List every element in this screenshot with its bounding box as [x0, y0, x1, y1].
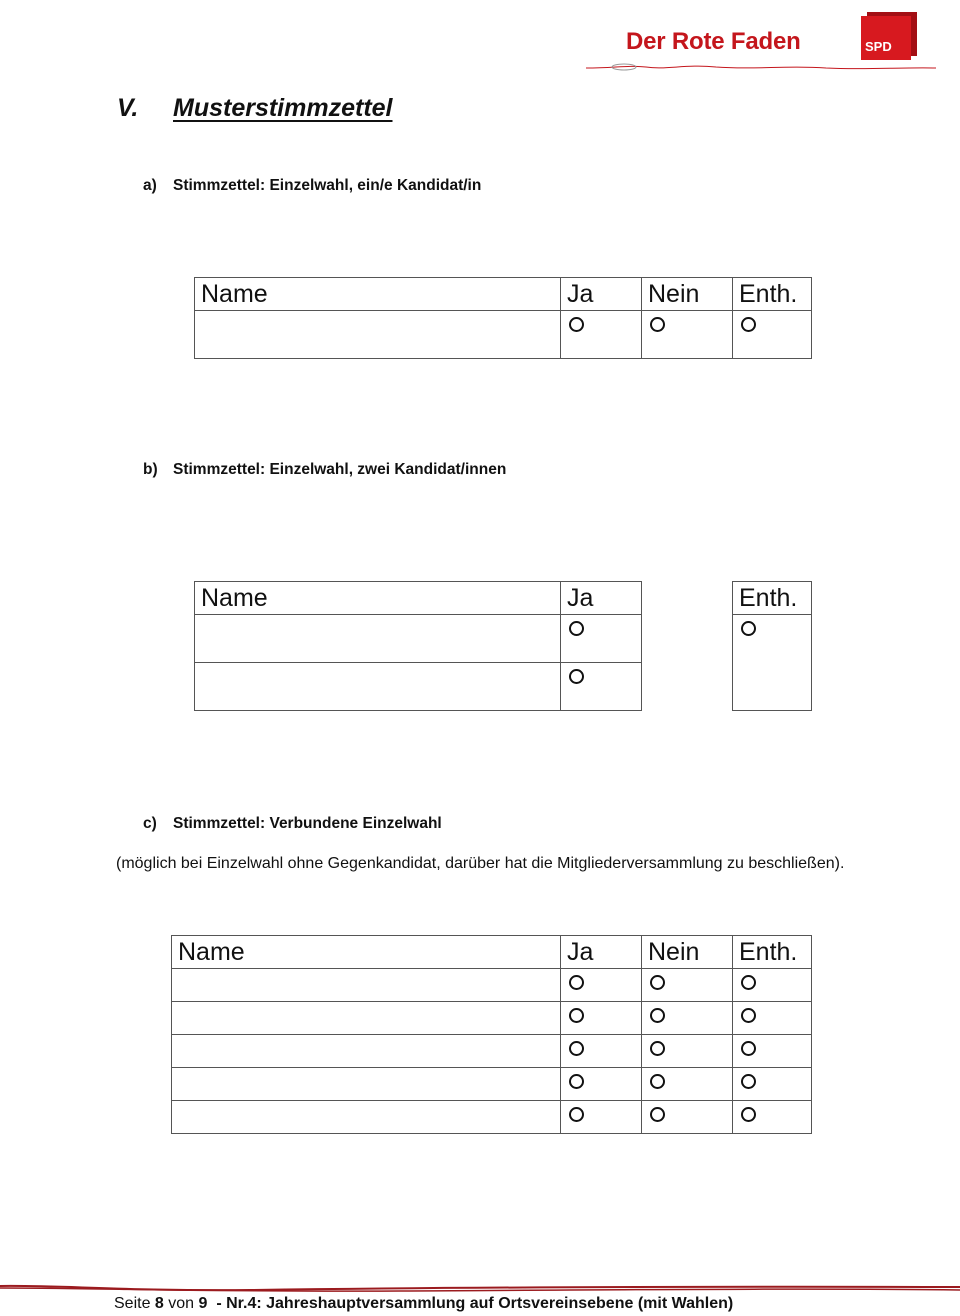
ballot-table-a	[194, 277, 812, 359]
red-thread-icon	[586, 62, 936, 72]
radio-enth[interactable]	[741, 621, 756, 636]
page-current: 8	[154, 1295, 164, 1312]
col-ja: Ja	[561, 582, 642, 615]
col-name: Name	[172, 936, 561, 969]
col-enth: Enth.	[733, 936, 812, 969]
name-cell[interactable]	[172, 1002, 561, 1035]
radio-nein[interactable]	[650, 317, 665, 332]
table-row	[172, 1101, 812, 1134]
radio-enth[interactable]	[741, 1008, 756, 1023]
name-cell[interactable]	[195, 663, 561, 711]
table-row	[195, 615, 812, 663]
spd-label: SPD	[865, 39, 892, 54]
name-cell[interactable]	[172, 969, 561, 1002]
col-enth: Enth.	[733, 582, 812, 615]
col-enth: Enth.	[733, 278, 812, 311]
name-cell[interactable]	[195, 615, 561, 663]
section-title: Musterstimmzettel	[173, 94, 393, 122]
radio-enth[interactable]	[741, 317, 756, 332]
red-thread-footer-icon	[0, 1282, 960, 1294]
col-nein: Nein	[642, 278, 733, 311]
radio-nein[interactable]	[650, 975, 665, 990]
radio-enth[interactable]	[741, 1041, 756, 1056]
radio-ja[interactable]	[569, 1074, 584, 1089]
name-cell[interactable]	[172, 1068, 561, 1101]
radio-ja[interactable]	[569, 317, 584, 332]
col-ja: Ja	[561, 278, 642, 311]
radio-nein[interactable]	[650, 1107, 665, 1122]
table-row	[172, 969, 812, 1002]
radio-ja[interactable]	[569, 621, 584, 636]
col-ja: Ja	[561, 936, 642, 969]
radio-ja[interactable]	[569, 1107, 584, 1122]
table-row	[172, 1068, 812, 1101]
logo	[586, 6, 950, 72]
subheading-a: a) Stimmzettel: Einzelwahl, ein/e Kandidat/in	[143, 177, 482, 194]
radio-enth[interactable]	[741, 1107, 756, 1122]
name-cell[interactable]	[172, 1101, 561, 1134]
radio-nein[interactable]	[650, 1041, 665, 1056]
table-row	[172, 1002, 812, 1035]
radio-nein[interactable]	[650, 1074, 665, 1089]
ballot-table-b	[194, 581, 812, 711]
col-name: Name	[195, 582, 561, 615]
subheading-b: b) Stimmzettel: Einzelwahl, zwei Kandidat/innen	[143, 461, 507, 478]
radio-ja[interactable]	[569, 1041, 584, 1056]
col-name: Name	[195, 278, 561, 311]
section-number: V.	[117, 94, 139, 122]
radio-enth[interactable]	[741, 975, 756, 990]
radio-ja[interactable]	[569, 975, 584, 990]
radio-enth[interactable]	[741, 1074, 756, 1089]
col-nein: Nein	[642, 936, 733, 969]
radio-ja[interactable]	[569, 1008, 584, 1023]
page-title	[117, 94, 393, 123]
spd-cube-icon	[861, 16, 911, 60]
page-total: 9	[198, 1295, 208, 1312]
page-footer: Seite 8 von 9 - Nr.4: Jahreshauptversammlung auf Ortsvereinsebene (mit Wahlen)	[114, 1295, 734, 1312]
note-paragraph: (möglich bei Einzelwahl ohne Gegenkandidat, darüber hat die Mitgliederversammlung zu beschließen).	[116, 855, 845, 872]
radio-nein[interactable]	[650, 1008, 665, 1023]
table-row	[195, 311, 812, 359]
ballot-table-c	[171, 935, 812, 1134]
document-title: Nr.4: Jahreshauptversammlung auf Ortsvereinsebene (mit Wahlen)	[226, 1295, 734, 1312]
name-cell[interactable]	[172, 1035, 561, 1068]
name-cell[interactable]	[195, 311, 561, 359]
subheading-c: c) Stimmzettel: Verbundene Einzelwahl	[143, 815, 442, 832]
radio-ja[interactable]	[569, 669, 584, 684]
logo-title: Der Rote Faden	[626, 28, 801, 55]
table-row	[172, 1035, 812, 1068]
table-row	[195, 663, 812, 711]
